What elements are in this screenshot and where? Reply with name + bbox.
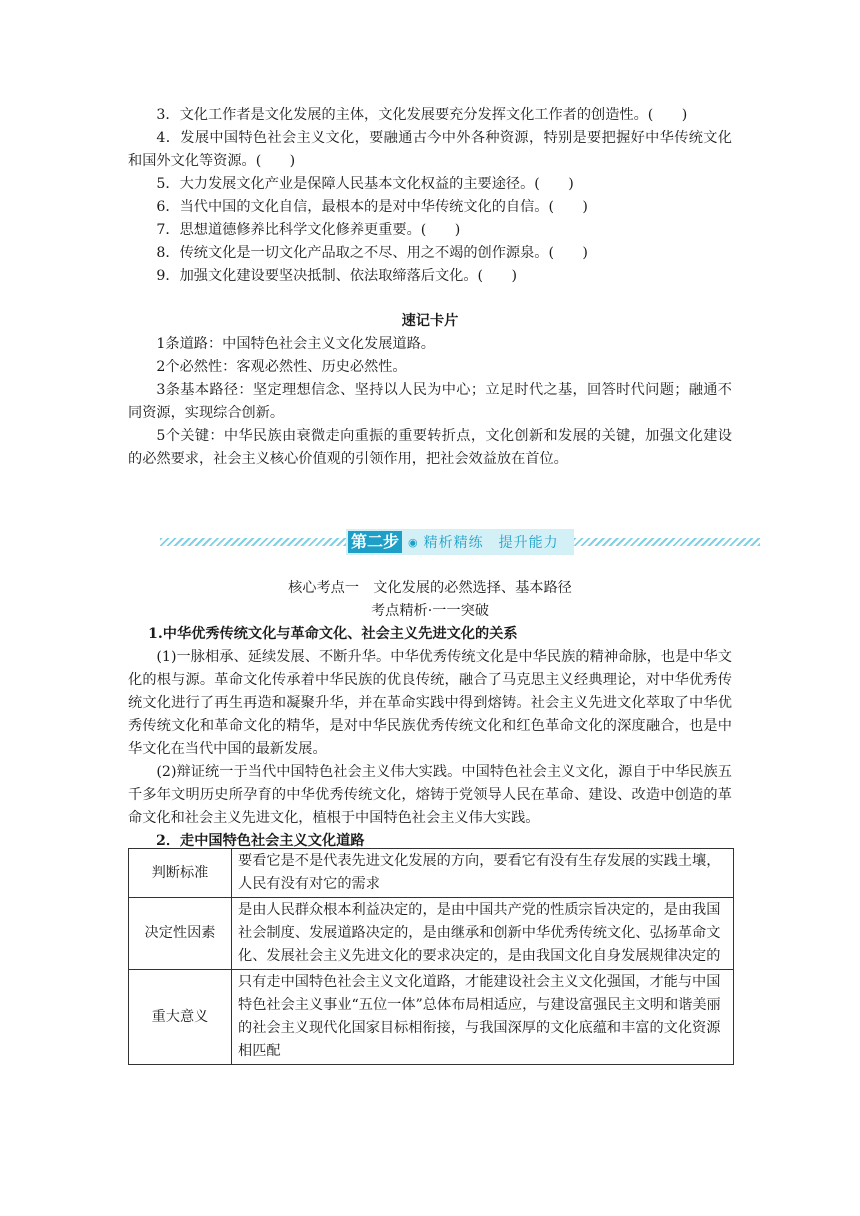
question-9: 9．加强文化建设要坚决抵制、依法取缔落后文化。( ) xyxy=(156,268,517,284)
banner-stripe-right xyxy=(574,538,760,546)
banner-tag xyxy=(346,529,574,555)
section-heading: 核心考点一 文化发展的必然选择、基本路径 xyxy=(288,580,572,596)
table-key-cell: 重大意义 xyxy=(129,970,232,1065)
card-title: 速记卡片 xyxy=(401,313,459,329)
subsection-title-1: 1.中华优秀传统文化与革命文化、社会主义先进文化的关系 xyxy=(148,626,518,642)
question-3: 3．文化工作者是文化发展的主体，文化发展要充分发挥文化工作者的创造性。( ) xyxy=(156,107,688,123)
paragraph-2: (2)辩证统一于当代中国特色社会主义伟大实践。中国特色社会主义文化，源自于中华民族五千多年文明历史所孕育的中华优秀传统文化，熔铸于党领导人民在革命、建设、改造中创造的革命文化和社会主义先进文化，植根于中国特色社会主义伟大实践。 xyxy=(128,764,732,826)
banner-stripe-left xyxy=(160,538,346,546)
question-7: 7．思想道德修养比科学文化修养更重要。( ) xyxy=(156,222,461,238)
table-value-cell: 只有走中国特色社会主义文化道路，才能建设社会主义文化强国，才能与中国特色社会主义事业“五位一体”总体布局相适应，与建设富强民主文明和谐美丽的社会主义现代化国家目标相衔接，与我国深厚的文化底蕴和丰富的文化资源相匹配 xyxy=(232,970,734,1065)
culture-road-table xyxy=(128,848,734,1065)
step-label: 第二步 xyxy=(348,531,402,553)
target-dot-icon: ◉ xyxy=(408,535,418,549)
card-line-4: 5个关键：中华民族由衰微走向重振的重要转折点，文化创新和发展的关键，加强文化建设的必然要求，社会主义核心价值观的引领作用，把社会效益放在首位。 xyxy=(128,428,732,467)
question-8: 8．传统文化是一切文化产品取之不尽、用之不竭的创作源泉。( ) xyxy=(156,245,588,261)
question-6: 6．当代中国的文化自信，最根本的是对中华传统文化的自信。( ) xyxy=(156,199,588,215)
table-value-cell: 是由人民群众根本利益决定的，是由中国共产党的性质宗旨决定的，是由我国社会制度、发展道路决定的，是由继承和创新中华优秀传统文化、弘扬革命文化、发展社会主义先进文化的要求决定的，是由我国文化自身发展规律决定的 xyxy=(232,898,734,970)
step-banner xyxy=(160,529,760,555)
card-line-1: 1条道路：中国特色社会主义文化发展道路。 xyxy=(156,336,435,352)
table-row xyxy=(129,849,734,898)
banner-subtitle: 精析精练 提升能力 xyxy=(423,535,559,551)
table-row xyxy=(129,898,734,970)
section-subheading: 考点精析·一一突破 xyxy=(370,603,489,619)
table-key-cell: 判断标准 xyxy=(129,849,232,898)
card-line-2: 2个必然性：客观必然性、历史必然性。 xyxy=(156,359,407,375)
table-row xyxy=(129,970,734,1065)
table-key-cell: 决定性因素 xyxy=(129,898,232,970)
subsection-title-2: 2．走中国特色社会主义文化道路 xyxy=(156,833,365,849)
table-value-cell: 要看它是不是代表先进文化发展的方向，要看它有没有生存发展的实践土壤，人民有没有对它的需求 xyxy=(232,849,734,898)
paragraph-1: (1)一脉相承、延续发展、不断升华。中华优秀传统文化是中华民族的精神命脉，也是中华文化的根与源。革命文化传承着中华民族的优良传统，融合了马克思主义经典理论，对中华优秀传统文化进行了再生再造和凝聚升华，并在革命实践中得到熔铸。社会主义先进文化萃取了中华优秀传统文化和革命文化的精华，是对中华民族优秀传统文化和红色革命文化的深度融合，也是中华文化在当代中国的最新发展。 xyxy=(128,649,732,757)
question-4: 4．发展中国特色社会主义文化，要融通古今中外各种资源，特别是要把握好中华传统文化和国外文化等资源。( ) xyxy=(128,130,732,169)
question-5: 5．大力发展文化产业是保障人民基本文化权益的主要途径。( ) xyxy=(156,176,574,192)
card-line-3: 3条基本路径：坚定理想信念、坚持以人民为中心；立足时代之基，回答时代问题；融通不同资源，实现综合创新。 xyxy=(128,382,732,421)
